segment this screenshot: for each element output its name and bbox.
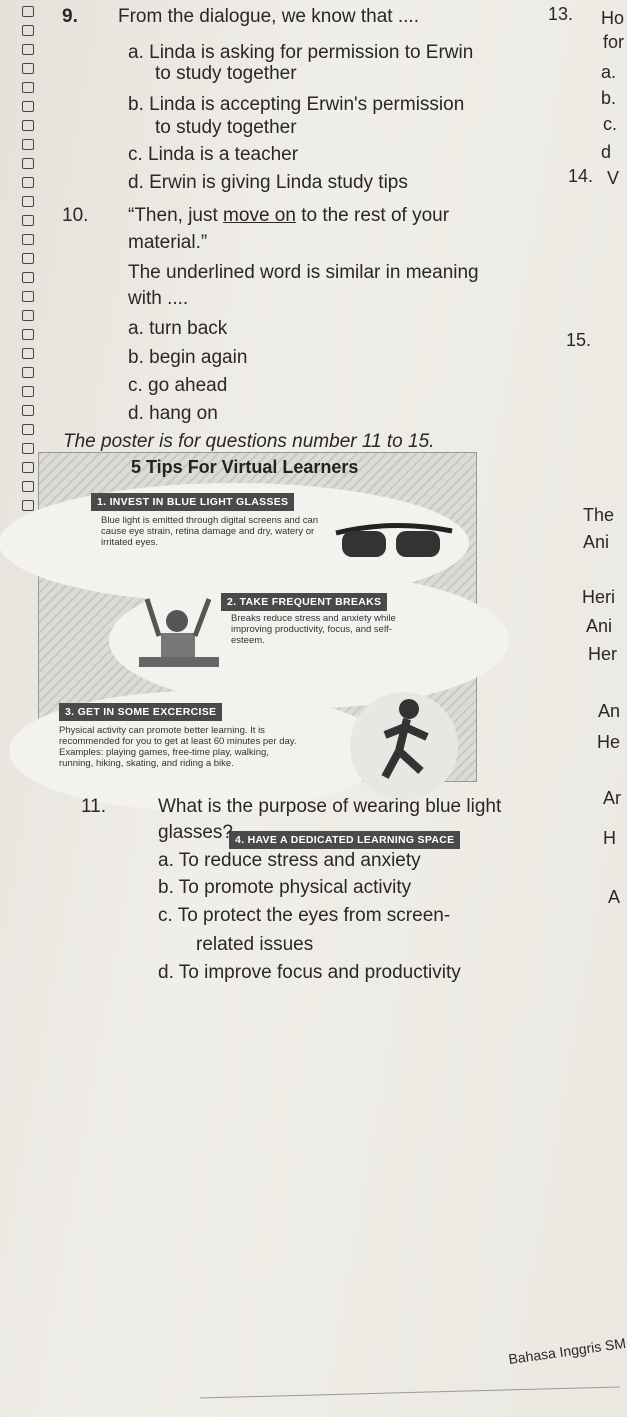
right-column-fragment: b.: [601, 88, 617, 108]
poster-title: 5 Tips For Virtual Learners: [131, 457, 359, 477]
binding-ring: [22, 291, 34, 302]
q11-stem-line2: glasses?: [158, 822, 233, 843]
binding-ring: [22, 215, 34, 226]
binding-ring: [22, 101, 34, 112]
q11-stem-line1: What is the purpose of wearing blue light: [158, 796, 502, 817]
right-column-fragment: The: [583, 505, 615, 525]
tip2-heading: 2. TAKE FREQUENT BREAKS: [221, 593, 387, 611]
q9-option-d: d. Erwin is giving Linda study tips: [128, 172, 408, 193]
right-column-fragment: An: [598, 701, 621, 721]
tip1-heading: 1. INVEST IN BLUE LIGHT GLASSES: [91, 493, 294, 511]
q11-option-b: b. To promote physical activity: [158, 877, 412, 898]
binding-ring: [22, 139, 34, 150]
tip2-text: Breaks reduce stress and anxiety while improving productivity, focus, and self-esteem.: [231, 613, 396, 646]
right-column-fragment: a.: [601, 62, 617, 82]
binding-ring: [22, 82, 34, 93]
binding-ring: [22, 481, 34, 492]
binding-ring: [22, 310, 34, 321]
q10-line3: The underlined word is similar in meaning: [128, 262, 479, 283]
binding-ring: [22, 120, 34, 131]
right-column-fragment: for: [603, 32, 625, 52]
q11-option-c: c. To protect the eyes from screen-: [158, 905, 451, 926]
q10-option-b: b. begin again: [128, 347, 248, 368]
binding-ring: [22, 177, 34, 188]
q11-option-c-cont: related issues: [196, 934, 314, 955]
binding-ring: [22, 234, 34, 245]
binding-ring: [22, 329, 34, 340]
q10-line4: with ....: [128, 288, 189, 309]
tip3-text: Physical activity can promote better learning. It is recommended for you to get at least 60 minutes per day. Examples: playing games, free-time play, walking, running, hiking, skating, and riding a bike.: [59, 725, 297, 769]
footer-label: Bahasa Inggris SM: [507, 1334, 627, 1368]
right-column-fragment: Ar: [603, 788, 621, 808]
bottom-divider: [200, 1387, 620, 1399]
q9-option-a-cont: to study together: [155, 63, 297, 84]
binding-ring: [22, 253, 34, 264]
binding-ring: [22, 424, 34, 435]
binding-ring: [22, 386, 34, 397]
binding-ring: [22, 405, 34, 416]
right-column-fragment: Her: [588, 644, 618, 664]
right-column-fragment: c.: [603, 114, 618, 134]
binding-ring: [22, 158, 34, 169]
binding-ring: [22, 63, 34, 74]
q10-line1-post: to the rest of your: [295, 205, 450, 226]
right-column-fragment: A: [608, 887, 621, 907]
binding-ring: [22, 196, 34, 207]
right-column-fragment: Ani: [586, 616, 613, 636]
spiral-binding: [0, 0, 30, 1417]
binding-ring: [22, 6, 34, 17]
q11-number: 11.: [81, 796, 107, 817]
right-column-fragment: Ani: [583, 532, 610, 552]
binding-ring: [22, 367, 34, 378]
tip1-text: Blue light is emitted through digital screens and can cause eye strain, retina damage and dry, watery or irritated eyes.: [101, 515, 319, 548]
right-column-fragment: 15.: [566, 330, 592, 350]
q9-stem: From the dialogue, we know that ....: [118, 6, 419, 27]
q9-number: 9.: [62, 6, 78, 27]
q10-option-c: c. go ahead: [128, 375, 228, 396]
q11-option-a: a. To reduce stress and anxiety: [158, 850, 421, 871]
q9-option-a: a. Linda is asking for permission to Erwin: [128, 42, 474, 63]
binding-ring: [22, 443, 34, 454]
q10-underlined-word: move on: [223, 205, 296, 226]
right-column-fragment: H: [603, 828, 616, 848]
q10-line1-pre: “Then, just: [128, 205, 224, 226]
binding-ring: [22, 462, 34, 473]
q10-line1: [128, 205, 449, 227]
q9-option-b-cont: to study together: [155, 117, 297, 138]
q9-option-b: b. Linda is accepting Erwin's permission: [128, 94, 465, 115]
right-column-fragment: d: [601, 142, 612, 162]
q9-option-c: c. Linda is a teacher: [128, 144, 299, 165]
q10-option-a: a. turn back: [128, 318, 228, 339]
binding-ring: [22, 25, 34, 36]
tip3-heading: 3. GET IN SOME EXCERCISE: [59, 703, 222, 721]
q10-line2: material.”: [128, 232, 208, 253]
binding-ring: [22, 348, 34, 359]
poster-intro: The poster is for questions number 11 to 15.: [63, 431, 435, 452]
binding-ring: [22, 272, 34, 283]
tip4-heading: 4. HAVE A DEDICATED LEARNING SPACE: [229, 831, 460, 849]
stretching-person-icon: [129, 591, 219, 671]
right-column-fragment: V: [607, 168, 620, 188]
right-column-fragment: He: [597, 732, 621, 752]
glasses-icon: [334, 521, 454, 561]
right-column-fragment: Heri: [582, 587, 616, 607]
right-column-fragment: 13.: [548, 4, 574, 24]
q10-option-d: d. hang on: [128, 403, 218, 424]
binding-ring: [22, 44, 34, 55]
q10-number: 10.: [62, 205, 89, 226]
right-column-fragment: Ho: [601, 8, 625, 28]
binding-ring: [22, 500, 34, 511]
running-person-icon: [349, 691, 459, 801]
right-column-fragment: 14.: [568, 166, 594, 186]
q11-option-d: d. To improve focus and productivity: [158, 962, 461, 983]
